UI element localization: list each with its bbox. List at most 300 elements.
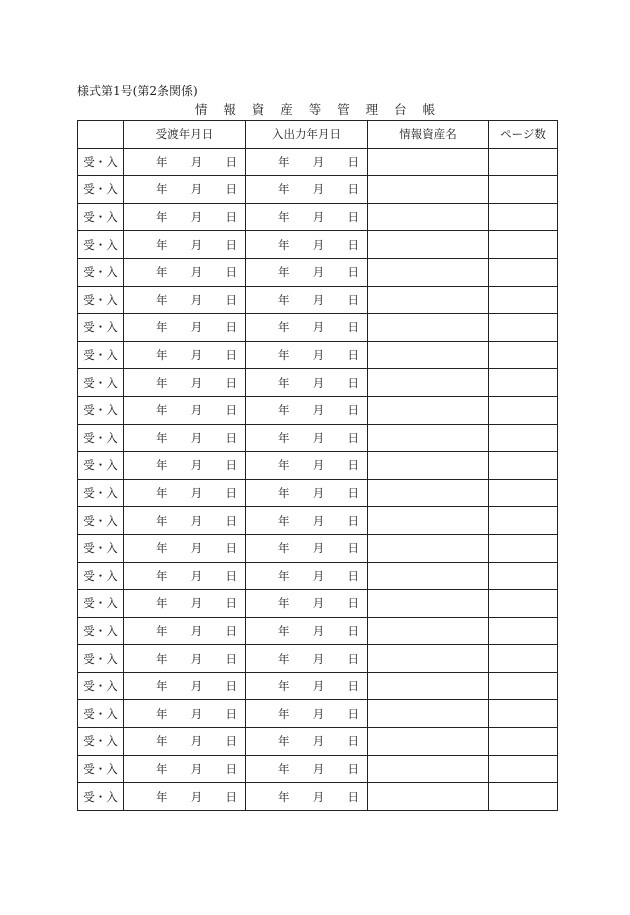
day-unit: 日 xyxy=(347,513,359,528)
page-count-field[interactable] xyxy=(489,396,558,424)
io-date-field[interactable] xyxy=(246,396,368,424)
year-unit: 年 xyxy=(156,761,168,776)
date-units xyxy=(246,623,367,639)
day-unit: 日 xyxy=(347,403,359,418)
day-unit: 日 xyxy=(225,651,237,666)
row-kind-label: 受・入 xyxy=(78,176,124,204)
month-unit: 月 xyxy=(190,486,203,501)
transfer-date-field[interactable] xyxy=(124,507,246,535)
year-unit: 年 xyxy=(156,596,168,611)
date-units xyxy=(124,292,245,308)
asset-name-field[interactable] xyxy=(368,617,489,645)
year-unit: 年 xyxy=(156,789,168,804)
day-unit: 日 xyxy=(347,458,359,473)
year-unit: 年 xyxy=(156,486,168,501)
year-unit: 年 xyxy=(278,486,290,501)
date-units xyxy=(124,237,245,253)
date-units xyxy=(246,292,367,308)
io-date-field[interactable] xyxy=(246,590,368,618)
transfer-date-field[interactable] xyxy=(124,424,246,452)
year-unit: 年 xyxy=(278,761,290,776)
day-unit: 日 xyxy=(347,320,359,335)
month-unit: 月 xyxy=(312,541,325,556)
date-units xyxy=(124,375,245,391)
page-count-field[interactable] xyxy=(489,479,558,507)
date-units xyxy=(124,430,245,446)
month-unit: 月 xyxy=(190,651,203,666)
day-unit: 日 xyxy=(225,706,237,721)
date-units xyxy=(124,264,245,280)
year-unit: 年 xyxy=(278,210,290,225)
year-unit: 年 xyxy=(278,154,290,169)
day-unit: 日 xyxy=(347,182,359,197)
page-count-field[interactable] xyxy=(489,341,558,369)
page-count-field[interactable] xyxy=(489,590,558,618)
day-unit: 日 xyxy=(347,237,359,252)
day-unit: 日 xyxy=(347,568,359,583)
row-kind-label: 受・入 xyxy=(78,424,124,452)
page-count-field[interactable] xyxy=(489,534,558,562)
row-kind-label: 受・入 xyxy=(78,672,124,700)
asset-name-field[interactable] xyxy=(368,534,489,562)
io-date-field[interactable] xyxy=(246,783,368,811)
date-units xyxy=(124,347,245,363)
year-unit: 年 xyxy=(156,541,168,556)
asset-name-field[interactable] xyxy=(368,341,489,369)
month-unit: 月 xyxy=(190,237,203,252)
row-kind-label: 受・入 xyxy=(78,258,124,286)
month-unit: 月 xyxy=(312,734,325,749)
asset-name-field[interactable] xyxy=(368,231,489,259)
month-unit: 月 xyxy=(190,789,203,804)
transfer-date-field[interactable] xyxy=(124,617,246,645)
month-unit: 月 xyxy=(312,375,325,390)
year-unit: 年 xyxy=(278,375,290,390)
month-unit: 月 xyxy=(190,292,203,307)
io-date-field[interactable] xyxy=(246,258,368,286)
date-units xyxy=(246,595,367,611)
day-unit: 日 xyxy=(225,789,237,804)
io-date-field[interactable] xyxy=(246,231,368,259)
date-units xyxy=(124,623,245,639)
page-count-field[interactable] xyxy=(489,783,558,811)
io-date-field[interactable] xyxy=(246,452,368,480)
transfer-date-field[interactable] xyxy=(124,479,246,507)
year-unit: 年 xyxy=(278,430,290,445)
day-unit: 日 xyxy=(347,596,359,611)
page-count-field[interactable] xyxy=(489,424,558,452)
page-count-field[interactable] xyxy=(489,755,558,783)
month-unit: 月 xyxy=(190,679,203,694)
page-count-field[interactable] xyxy=(489,452,558,480)
transfer-date-field[interactable] xyxy=(124,396,246,424)
page-count-field[interactable] xyxy=(489,617,558,645)
page-count-field[interactable] xyxy=(489,672,558,700)
day-unit: 日 xyxy=(347,154,359,169)
month-unit: 月 xyxy=(190,458,203,473)
month-unit: 月 xyxy=(312,513,325,528)
date-units xyxy=(246,706,367,722)
transfer-date-field[interactable] xyxy=(124,314,246,342)
year-unit: 年 xyxy=(278,651,290,666)
io-date-field[interactable] xyxy=(246,369,368,397)
transfer-date-field[interactable] xyxy=(124,755,246,783)
day-unit: 日 xyxy=(347,210,359,225)
month-unit: 月 xyxy=(312,568,325,583)
asset-name-field[interactable] xyxy=(368,479,489,507)
month-unit: 月 xyxy=(190,568,203,583)
day-unit: 日 xyxy=(225,568,237,583)
date-units xyxy=(124,761,245,777)
day-unit: 日 xyxy=(225,734,237,749)
table-row xyxy=(78,396,558,424)
date-units xyxy=(246,540,367,556)
month-unit: 月 xyxy=(312,789,325,804)
transfer-date-field[interactable] xyxy=(124,231,246,259)
year-unit: 年 xyxy=(278,513,290,528)
month-unit: 月 xyxy=(312,486,325,501)
table-row xyxy=(78,286,558,314)
io-date-field[interactable] xyxy=(246,562,368,590)
asset-name-field[interactable] xyxy=(368,286,489,314)
date-units xyxy=(246,485,367,501)
transfer-date-field[interactable] xyxy=(124,341,246,369)
table-row xyxy=(78,562,558,590)
year-unit: 年 xyxy=(278,623,290,638)
date-units xyxy=(124,457,245,473)
year-unit: 年 xyxy=(278,541,290,556)
day-unit: 日 xyxy=(347,430,359,445)
day-unit: 日 xyxy=(347,486,359,501)
month-unit: 月 xyxy=(190,706,203,721)
month-unit: 月 xyxy=(312,706,325,721)
asset-name-field[interactable] xyxy=(368,258,489,286)
year-unit: 年 xyxy=(278,403,290,418)
month-unit: 月 xyxy=(312,320,325,335)
month-unit: 月 xyxy=(190,596,203,611)
asset-ledger-table xyxy=(77,120,558,811)
year-unit: 年 xyxy=(278,706,290,721)
table-row xyxy=(78,700,558,728)
table-row xyxy=(78,148,558,176)
year-unit: 年 xyxy=(278,237,290,252)
row-kind-label: 受・入 xyxy=(78,231,124,259)
table-row xyxy=(78,479,558,507)
date-units xyxy=(246,761,367,777)
year-unit: 年 xyxy=(278,568,290,583)
table-row xyxy=(78,341,558,369)
month-unit: 月 xyxy=(312,679,325,694)
page-count-field[interactable] xyxy=(489,507,558,535)
month-unit: 月 xyxy=(312,348,325,363)
transfer-date-field[interactable] xyxy=(124,590,246,618)
transfer-date-field[interactable] xyxy=(124,645,246,673)
year-unit: 年 xyxy=(156,348,168,363)
month-unit: 月 xyxy=(190,375,203,390)
asset-name-field[interactable] xyxy=(368,728,489,756)
page-count-field[interactable] xyxy=(489,203,558,231)
table-row xyxy=(78,176,558,204)
date-units xyxy=(246,237,367,253)
page-count-field[interactable] xyxy=(489,314,558,342)
day-unit: 日 xyxy=(225,182,237,197)
day-unit: 日 xyxy=(347,761,359,776)
month-unit: 月 xyxy=(190,154,203,169)
transfer-date-field[interactable] xyxy=(124,728,246,756)
transfer-date-field[interactable] xyxy=(124,286,246,314)
date-units xyxy=(124,181,245,197)
day-unit: 日 xyxy=(225,430,237,445)
asset-name-field[interactable] xyxy=(368,700,489,728)
io-date-field[interactable] xyxy=(246,424,368,452)
month-unit: 月 xyxy=(312,761,325,776)
io-date-field[interactable] xyxy=(246,617,368,645)
date-units xyxy=(246,789,367,805)
year-unit: 年 xyxy=(156,513,168,528)
month-unit: 月 xyxy=(312,265,325,280)
year-unit: 年 xyxy=(156,237,168,252)
row-kind-label: 受・入 xyxy=(78,755,124,783)
row-kind-label: 受・入 xyxy=(78,534,124,562)
asset-name-field[interactable] xyxy=(368,562,489,590)
year-unit: 年 xyxy=(156,210,168,225)
date-units xyxy=(246,568,367,584)
asset-name-field[interactable] xyxy=(368,424,489,452)
page-count-field[interactable] xyxy=(489,148,558,176)
year-unit: 年 xyxy=(156,182,168,197)
ledger-title: 情 報 資 産 等 管 理 台 帳 xyxy=(194,102,442,117)
transfer-date-field[interactable] xyxy=(124,176,246,204)
asset-name-field[interactable] xyxy=(368,590,489,618)
day-unit: 日 xyxy=(225,679,237,694)
date-units xyxy=(124,678,245,694)
io-date-field[interactable] xyxy=(246,479,368,507)
date-units xyxy=(124,485,245,501)
io-date-field[interactable] xyxy=(246,341,368,369)
transfer-date-field[interactable] xyxy=(124,258,246,286)
year-unit: 年 xyxy=(156,568,168,583)
year-unit: 年 xyxy=(278,348,290,363)
io-date-field[interactable] xyxy=(246,700,368,728)
date-units xyxy=(246,319,367,335)
date-units xyxy=(124,540,245,556)
table-row xyxy=(78,728,558,756)
transfer-date-field[interactable] xyxy=(124,562,246,590)
year-unit: 年 xyxy=(156,623,168,638)
table-row xyxy=(78,452,558,480)
year-unit: 年 xyxy=(156,320,168,335)
page-count-field[interactable] xyxy=(489,700,558,728)
io-date-field[interactable] xyxy=(246,755,368,783)
date-units xyxy=(246,264,367,280)
day-unit: 日 xyxy=(225,237,237,252)
table-row xyxy=(78,672,558,700)
row-kind-label: 受・入 xyxy=(78,645,124,673)
month-unit: 月 xyxy=(312,651,325,666)
year-unit: 年 xyxy=(278,182,290,197)
io-date-field[interactable] xyxy=(246,507,368,535)
day-unit: 日 xyxy=(347,734,359,749)
transfer-date-field[interactable] xyxy=(124,369,246,397)
day-unit: 日 xyxy=(225,761,237,776)
day-unit: 日 xyxy=(347,679,359,694)
asset-name-field[interactable] xyxy=(368,176,489,204)
row-kind-label: 受・入 xyxy=(78,369,124,397)
row-kind-label: 受・入 xyxy=(78,783,124,811)
row-kind-label: 受・入 xyxy=(78,507,124,535)
date-units xyxy=(124,319,245,335)
asset-name-field[interactable] xyxy=(368,452,489,480)
day-unit: 日 xyxy=(347,651,359,666)
day-unit: 日 xyxy=(225,541,237,556)
year-unit: 年 xyxy=(278,265,290,280)
table-row xyxy=(78,534,558,562)
year-unit: 年 xyxy=(278,789,290,804)
io-date-field[interactable] xyxy=(246,314,368,342)
day-unit: 日 xyxy=(347,706,359,721)
transfer-date-field[interactable] xyxy=(124,783,246,811)
io-date-field[interactable] xyxy=(246,672,368,700)
asset-name-field[interactable] xyxy=(368,783,489,811)
io-date-field[interactable] xyxy=(246,176,368,204)
page-count-field[interactable] xyxy=(489,562,558,590)
day-unit: 日 xyxy=(347,265,359,280)
date-units xyxy=(124,595,245,611)
month-unit: 月 xyxy=(190,430,203,445)
transfer-date-field[interactable] xyxy=(124,452,246,480)
month-unit: 月 xyxy=(190,348,203,363)
asset-name-field[interactable] xyxy=(368,369,489,397)
month-unit: 月 xyxy=(190,541,203,556)
year-unit: 年 xyxy=(156,265,168,280)
year-unit: 年 xyxy=(278,458,290,473)
year-unit: 年 xyxy=(156,292,168,307)
header-asset-name: 情報資産名 xyxy=(368,121,489,149)
date-units xyxy=(124,568,245,584)
date-units xyxy=(246,430,367,446)
transfer-date-field[interactable] xyxy=(124,148,246,176)
date-units xyxy=(246,678,367,694)
transfer-date-field[interactable] xyxy=(124,672,246,700)
date-units xyxy=(246,347,367,363)
day-unit: 日 xyxy=(347,375,359,390)
header-transfer-date: 受渡年月日 xyxy=(124,121,246,149)
page-count-field[interactable] xyxy=(489,728,558,756)
month-unit: 月 xyxy=(190,623,203,638)
asset-name-field[interactable] xyxy=(368,396,489,424)
page-count-field[interactable] xyxy=(489,369,558,397)
table-row xyxy=(78,507,558,535)
day-unit: 日 xyxy=(225,348,237,363)
month-unit: 月 xyxy=(312,182,325,197)
io-date-field[interactable] xyxy=(246,534,368,562)
date-units xyxy=(246,181,367,197)
transfer-date-field[interactable] xyxy=(124,534,246,562)
date-units xyxy=(246,457,367,473)
month-unit: 月 xyxy=(190,210,203,225)
page-count-field[interactable] xyxy=(489,286,558,314)
form-number: 様式第1号(第2条関係) xyxy=(77,84,198,98)
table-row xyxy=(78,617,558,645)
table-row xyxy=(78,314,558,342)
row-kind-label: 受・入 xyxy=(78,341,124,369)
year-unit: 年 xyxy=(156,403,168,418)
asset-name-field[interactable] xyxy=(368,645,489,673)
month-unit: 月 xyxy=(190,513,203,528)
month-unit: 月 xyxy=(312,154,325,169)
table-row xyxy=(78,258,558,286)
date-units xyxy=(246,154,367,170)
date-units xyxy=(246,402,367,418)
io-date-field[interactable] xyxy=(246,645,368,673)
row-kind-label: 受・入 xyxy=(78,728,124,756)
io-date-field[interactable] xyxy=(246,286,368,314)
date-units xyxy=(124,789,245,805)
year-unit: 年 xyxy=(278,320,290,335)
year-unit: 年 xyxy=(156,679,168,694)
year-unit: 年 xyxy=(156,375,168,390)
day-unit: 日 xyxy=(347,541,359,556)
page-count-field[interactable] xyxy=(489,258,558,286)
month-unit: 月 xyxy=(190,734,203,749)
table-row xyxy=(78,424,558,452)
row-kind-label: 受・入 xyxy=(78,314,124,342)
page-count-field[interactable] xyxy=(489,645,558,673)
month-unit: 月 xyxy=(312,210,325,225)
table-row xyxy=(78,369,558,397)
header-kind xyxy=(78,121,124,149)
row-kind-label: 受・入 xyxy=(78,617,124,645)
month-unit: 月 xyxy=(190,182,203,197)
year-unit: 年 xyxy=(278,596,290,611)
year-unit: 年 xyxy=(278,292,290,307)
date-units xyxy=(124,733,245,749)
transfer-date-field[interactable] xyxy=(124,700,246,728)
header-io-date: 入出力年月日 xyxy=(246,121,368,149)
month-unit: 月 xyxy=(312,430,325,445)
row-kind-label: 受・入 xyxy=(78,452,124,480)
year-unit: 年 xyxy=(156,154,168,169)
asset-name-field[interactable] xyxy=(368,507,489,535)
io-date-field[interactable] xyxy=(246,203,368,231)
io-date-field[interactable] xyxy=(246,148,368,176)
asset-name-field[interactable] xyxy=(368,148,489,176)
asset-name-field[interactable] xyxy=(368,314,489,342)
day-unit: 日 xyxy=(225,320,237,335)
month-unit: 月 xyxy=(312,458,325,473)
day-unit: 日 xyxy=(225,154,237,169)
day-unit: 日 xyxy=(225,210,237,225)
asset-name-field[interactable] xyxy=(368,755,489,783)
date-units xyxy=(124,154,245,170)
transfer-date-field[interactable] xyxy=(124,203,246,231)
date-units xyxy=(124,651,245,667)
date-units xyxy=(246,513,367,529)
month-unit: 月 xyxy=(190,320,203,335)
date-units xyxy=(124,513,245,529)
page-count-field[interactable] xyxy=(489,176,558,204)
row-kind-label: 受・入 xyxy=(78,590,124,618)
asset-name-field[interactable] xyxy=(368,203,489,231)
row-kind-label: 受・入 xyxy=(78,148,124,176)
day-unit: 日 xyxy=(347,789,359,804)
asset-name-field[interactable] xyxy=(368,672,489,700)
month-unit: 月 xyxy=(312,403,325,418)
month-unit: 月 xyxy=(312,292,325,307)
io-date-field[interactable] xyxy=(246,728,368,756)
day-unit: 日 xyxy=(225,375,237,390)
page-count-field[interactable] xyxy=(489,231,558,259)
